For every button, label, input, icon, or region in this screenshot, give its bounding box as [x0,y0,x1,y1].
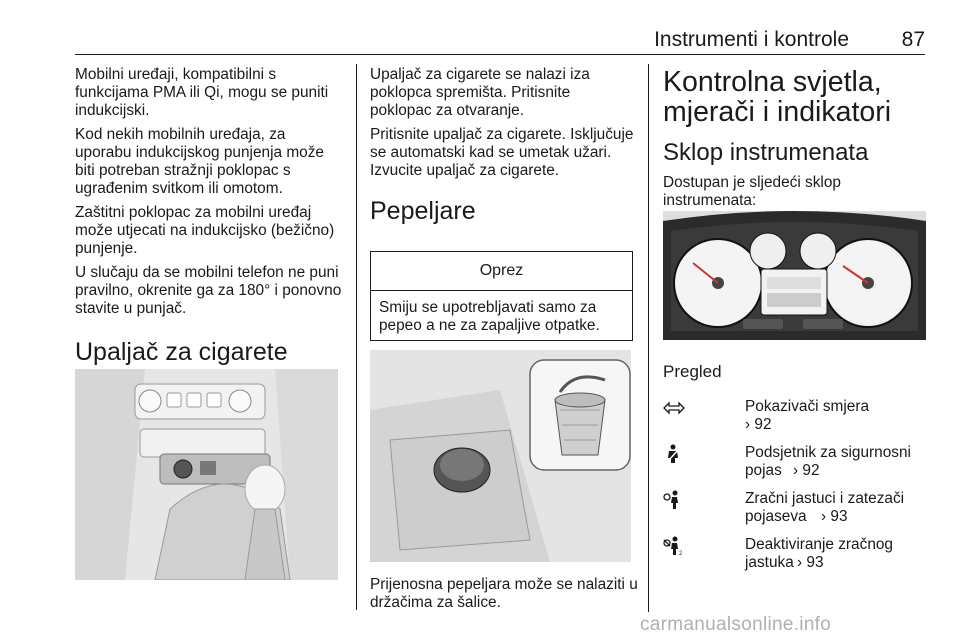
ashtray-illustration [370,350,631,562]
reference-arrow-icon: › [821,508,827,525]
column-middle [370,66,635,225]
paragraph: Zaštitni poklopac za mobilni uređaj može utjecati na indukcijsko (bežično) punjenje. [75,204,335,257]
item-reference-link[interactable] [821,508,848,526]
paragraph: Prijenosna pepeljara može se nalaziti u držačima za šalice. [370,576,638,611]
overview-heading-block [663,362,722,382]
turn-signal-icon [663,398,685,418]
list-item [663,398,933,438]
ashtray-caption-block [370,576,640,618]
caution-box [370,251,633,341]
list-item [663,490,933,530]
item-label: Pokazivači smjera [745,398,870,415]
header-rule [75,54,925,55]
list-item [663,536,933,576]
page-number: 87 [901,28,925,51]
item-label: Deaktiviranje zračnog jastuka [745,536,893,571]
page-reference: 92 [802,462,820,479]
airbag-deactivation-icon [663,536,685,556]
svg-text:2: 2 [679,551,683,556]
instrument-cluster-illustration [663,211,926,340]
item-reference[interactable] [745,462,782,480]
page-reference: 93 [806,554,824,571]
column-divider [648,64,649,612]
item-reference[interactable] [745,416,935,434]
chapter-heading: Kontrolna svjetla, mjerači i indikatori [663,66,892,128]
watermark: carmanualsonline.info [640,614,832,635]
list-item [663,444,933,484]
page-reference: 93 [830,508,848,525]
cigarette-lighter-illustration [75,369,338,580]
paragraph: Pritisnite upaljač za cigarete. Isključuje se automatski kad se umetak užari. Izvucite upaljač za cigarete. [370,126,634,179]
chapter-title: Instrumenti i kontrole [654,28,849,51]
paragraph: U slučaju da se mobilni telefon ne puni pravilno, okrenite ga za 180° i ponovno stavite u punjač. [75,264,342,317]
list-item-text [745,398,935,434]
airbag-icon [663,490,685,510]
paragraph: Mobilni uređaji, kompatibilni s funkcijama PMA ili Qi, mogu se puniti indukcijski. [75,66,329,119]
reference-arrow-icon: › [797,554,803,571]
item-reference-link[interactable] [797,554,824,572]
paragraph: Kod nekih mobilnih uređaja, za uporabu indukcijskog punjenja može biti potreban stražnji poklopac s ugrađenim svitkom ili omotom. [75,126,324,197]
caution-title: Oprez [371,252,632,291]
column-left [75,66,343,366]
column-divider [356,64,357,610]
item-reference-link[interactable] [793,462,820,480]
subsection-heading: Sklop instrumenata [663,139,869,166]
paragraph: Upaljač za cigarete se nalazi iza poklopca spremišta. Pritisnite poklopac za otvaranje. [370,66,590,119]
section-heading: Pepeljare [370,197,476,225]
reference-arrow-icon: › [745,416,751,433]
item-label: Podsjetnik za sigurnosni pojas [745,444,911,479]
section-heading: Upaljač za cigarete [75,338,288,366]
page-header [75,22,925,52]
item-label: Zračni jastuci i zatezači pojaseva [745,490,905,525]
page-reference: 92 [754,416,772,433]
column-right [663,67,928,216]
overview-heading: Pregled [663,362,722,381]
seatbelt-icon [663,444,685,464]
caution-text: Smiju se upotrebljavati samo za pepeo a ne za zapaljive otpatke. [379,299,600,334]
list-item-text [745,536,935,572]
reference-arrow-icon: › [793,462,799,479]
paragraph: Dostupan je sljedeći sklop instrumenata: [663,174,841,209]
